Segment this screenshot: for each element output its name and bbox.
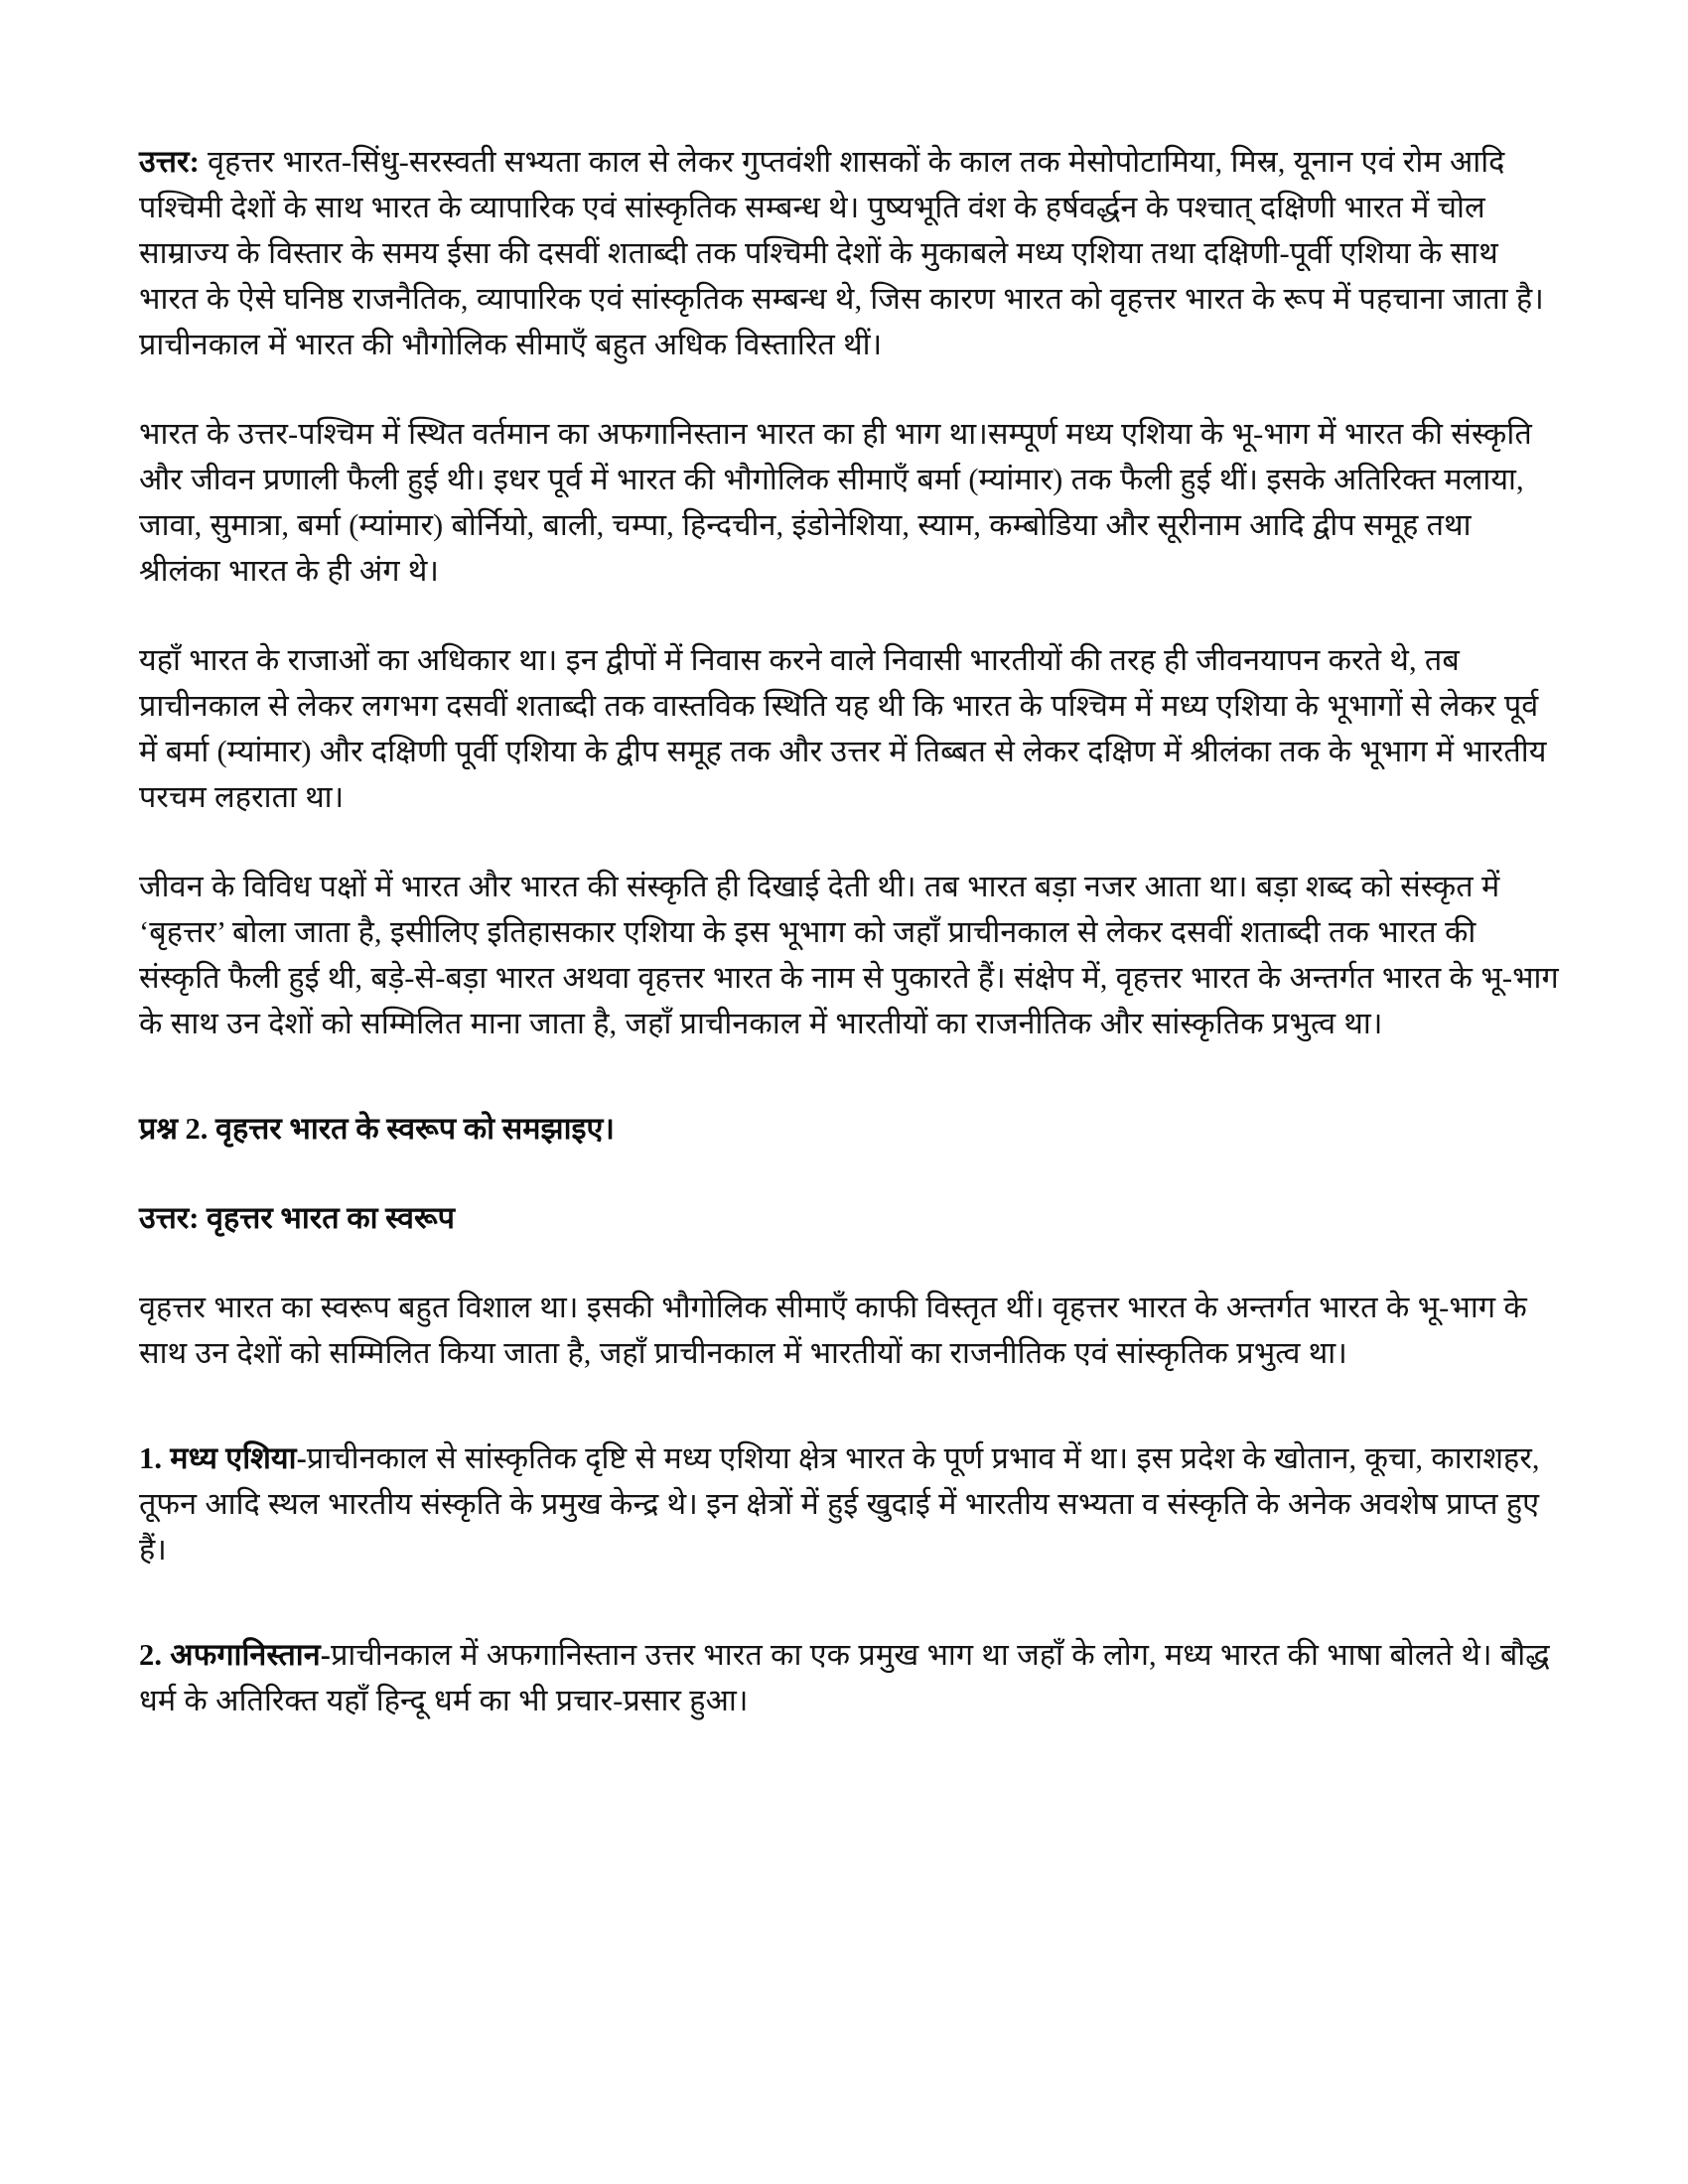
question-2-heading <box>139 1106 1559 1152</box>
paragraph-spacer <box>139 401 1559 411</box>
paragraph-text: जीवन के विविध पक्षों में भारत और भारत की संस्कृति ही दिखाई देती थी। तब भारत बड़ा नजर आता था। बड़ा शब्द को संस्कृत में ‘बृहत्तर’ बोला जाता है, इसीलिए इतिहासकार एशिया के इस भूभाग को जहाँ प्राचीनकाल से लेकर दसवीं शताब्दी तक भारत की संस्कृति फैली हुई थी, बड़े-से-बड़ा भारत अथवा वृहत्तर भारत के नाम से पुकारते हैं। संक्षेप में, वृहत्तर भारत के अन्तर्गत भारत के भू-भाग के साथ उन देशों को सम्मिलित माना जाता है, जहाँ प्राचीनकाल में भारतीयों का राजनीतिक और सांस्कृतिक प्रभुत्व था। <box>139 870 1559 1040</box>
section-spacer <box>139 1080 1559 1106</box>
paragraph-indian-rule <box>139 637 1559 820</box>
answer-2-heading <box>139 1195 1559 1241</box>
list-spacer <box>139 1606 1559 1632</box>
paragraph-text: भारत के उत्तर-पश्चिम में स्थित वर्तमान का अफगानिस्तान भारत का ही भाग था।सम्पूर्ण मध्य एशिया के भू-भाग में भारत की संस्कृति और जीवन प्रणाली फैली हुई थी। इधर पूर्व में भारत की भौगोलिक सीमाएँ बर्मा (म्यांमार) तक फैली हुई थीं। इसके अतिरिक्त मलाया, जावा, सुमात्रा, बर्मा (म्यांमार) बोर्नियो, बाली, चम्पा, हिन्दचीन, इंडोनेशिया, स्याम, कम्बोडिया और सूरीनाम आदि द्वीप समूह तथा श्रीलंका भारत के ही अंग थे। <box>139 417 1532 588</box>
paragraph-text: वृहत्तर भारत-सिंधु-सरस्वती सभ्यता काल से लेकर गुप्तवंशी शासकों के काल तक मेसोपोटामिया, मिस्र, यूनान एवं रोम आदि पश्चिमी देशों के साथ भारत के व्यापारिक एवं सांस्कृतिक सम्बन्ध थे। पुष्यभूति वंश के हर्षवर्द्धन के पश्चात् दक्षिणी भारत में चोल साम्राज्य के विस्तार के समय ईसा की दसवीं शताब्दी तक पश्चिमी देशों के मुकाबले मध्य एशिया तथा दक्षिणी-पूर्वी एशिया के साथ भारत के ऐसे घनिष्ठ राजनैतिक, व्यापारिक एवं सांस्कृतिक सम्बन्ध थे, जिस कारण भारत को वृहत्तर भारत के रूप में पहचाना जाता है। प्राचीनकाल में भारत की भौगोलिक सीमाएँ बहुत अधिक विस्तारित थीं। <box>139 145 1544 361</box>
paragraph-spacer <box>139 627 1559 637</box>
answer-heading-text: उत्तर: वृहत्तर भारत का स्वरूप <box>139 1201 455 1235</box>
list-item-label: 2. अफगानिस्तान- <box>139 1638 332 1672</box>
list-item-text: प्राचीनकाल से सांस्कृतिक दृष्टि से मध्य एशिया क्षेत्र भारत के पूर्ण प्रभाव में था। इस प्रदेश के खोतान, कूचा, काराशहर, तूफन आदि स्थल भारतीय संस्कृति के प्रमुख केन्द्र थे। इन क्षेत्रों में हुई खुदाई में भारतीय सभ्यता व संस्कृति के अनेक अवशेष प्राप्त हुए हैं। <box>139 1441 1540 1567</box>
list-item-afghanistan <box>139 1632 1559 1723</box>
document-content <box>139 139 1559 1723</box>
paragraph-text: यहाँ भारत के राजाओं का अधिकार था। इन द्वीपों में निवास करने वाले निवासी भारतीयों की तरह ही जीवनयापन करते थे, तब प्राचीनकाल से लेकर लगभग दसवीं शताब्दी तक वास्तविक स्थिति यह थी कि भारत के पश्चिम में मध्य एशिया के भूभागों से लेकर पूर्व में बर्मा (म्यांमार) और दक्षिणी पूर्वी एशिया के द्वीप समूह तक और उत्तर में तिब्बत से लेकर दक्षिण में श्रीलंका तक के भूभाग में भारतीय परचम लहराता था। <box>139 643 1547 814</box>
list-item-text: प्राचीनकाल में अफगानिस्तान उत्तर भारत का एक प्रमुख भाग था जहाँ के लोग, मध्य भारत की भाषा बोलते थे। बौद्ध धर्म के अतिरिक्त यहाँ हिन्दू धर्म का भी प्रचार-प्रसार हुआ। <box>139 1638 1550 1717</box>
paragraph-brihattar-meaning <box>139 864 1559 1046</box>
list-spacer <box>139 1410 1559 1435</box>
paragraph-spacer <box>139 854 1559 864</box>
paragraph-answer2-body <box>139 1285 1559 1376</box>
paragraph-answer1 <box>139 139 1559 367</box>
paragraph-geography-boundaries <box>139 411 1559 594</box>
list-item-label: 1. मध्य एशिया- <box>139 1441 307 1475</box>
heading-spacer <box>139 1185 1559 1195</box>
list-item-central-asia <box>139 1435 1559 1572</box>
answer-label: उत्तर: <box>139 145 200 179</box>
question-text: प्रश्न 2. वृहत्तर भारत के स्वरूप को समझाइए। <box>139 1112 615 1146</box>
paragraph-text: वृहत्तर भारत का स्वरूप बहुत विशाल था। इसकी भौगोलिक सीमाएँ काफी विस्तृत थीं। वृहत्तर भारत के अन्तर्गत भारत के भू-भाग के साथ उन देशों को सम्मिलित किया जाता है, जहाँ प्राचीनकाल में भारतीयों का राजनीतिक एवं सांस्कृतिक प्रभुत्व था। <box>139 1291 1527 1370</box>
heading-spacer <box>139 1275 1559 1285</box>
